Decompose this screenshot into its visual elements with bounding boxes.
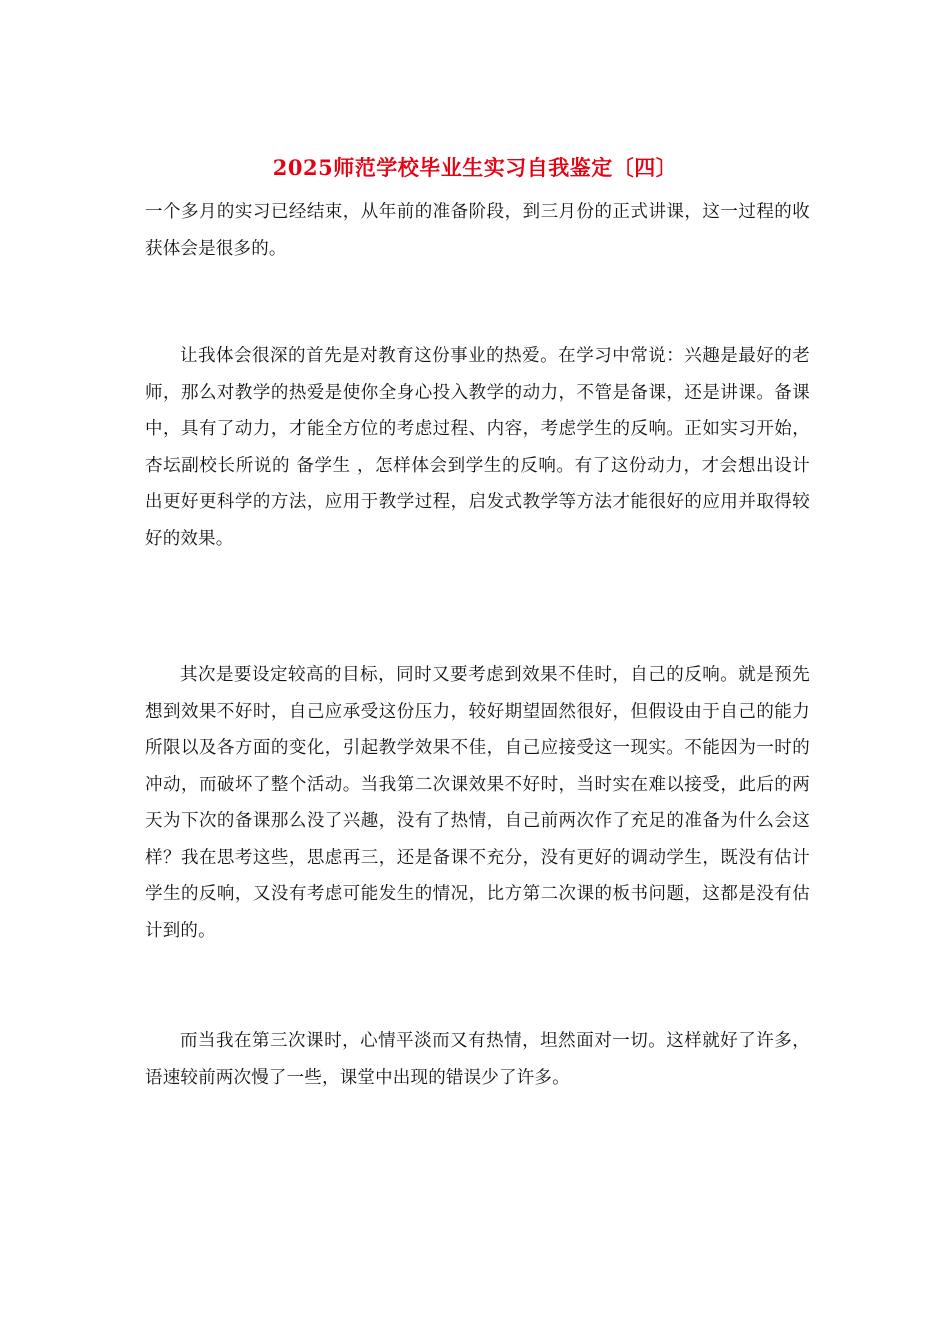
document-title: 2025师范学校毕业生实习自我鉴定〔四〕 [272, 155, 678, 180]
paragraph-love-of-teaching: 让我体会很深的首先是对教育这份事业的热爱。在学习中常说：兴趣是最好的老师，那么对教学的热爱是使你全身心投入教学的动力，不管是备课，还是讲课。备课中，具有了动力，才能全方位的考虑过程、内容，考虑学生的反响。正如实习开始，杏坛副校长所说的 备学生 ，怎样体会到学生的反响。有了这份动力，才会想出设计出更好更科学的方法，应用于教学过程，启发式教学等方法才能很好的应用并取得较好的效果。 [145, 346, 810, 549]
paragraph-third-lesson: 而当我在第三次课时，心情平淡而又有热情，坦然面对一切。这样就好了许多，语速较前两次慢了一些，课堂中出现的错误少了许多。 [145, 1031, 810, 1088]
paragraph-goals-and-setbacks: 其次是要设定较高的目标，同时又要考虑到效果不佳时，自己的反响。就是预先想到效果不好时，自己应承受这份压力，较好期望固然很好，但假设由于自己的能力所限以及各方面的变化，引起教学效果不佳，自己应接受这一现实。不能因为一时的冲动，而破坏了整个活动。当我第二次课效果不好时，当时实在难以接受，此后的两天为下次的备课那么没了兴趣，没有了热情，自己前两次作了充足的准备为什么会这样？我在思考这些，思虑再三，还是备课不充分，没有更好的调动学生，既没有估计学生的反响，又没有考虑可能发生的情况，比方第二次课的板书问题，这都是没有估计到的。 [145, 665, 810, 941]
paragraph-intro: 一个多月的实习已经结束，从年前的准备阶段，到三月份的正式讲课，这一过程的收获体会是很多的。 [145, 202, 810, 259]
